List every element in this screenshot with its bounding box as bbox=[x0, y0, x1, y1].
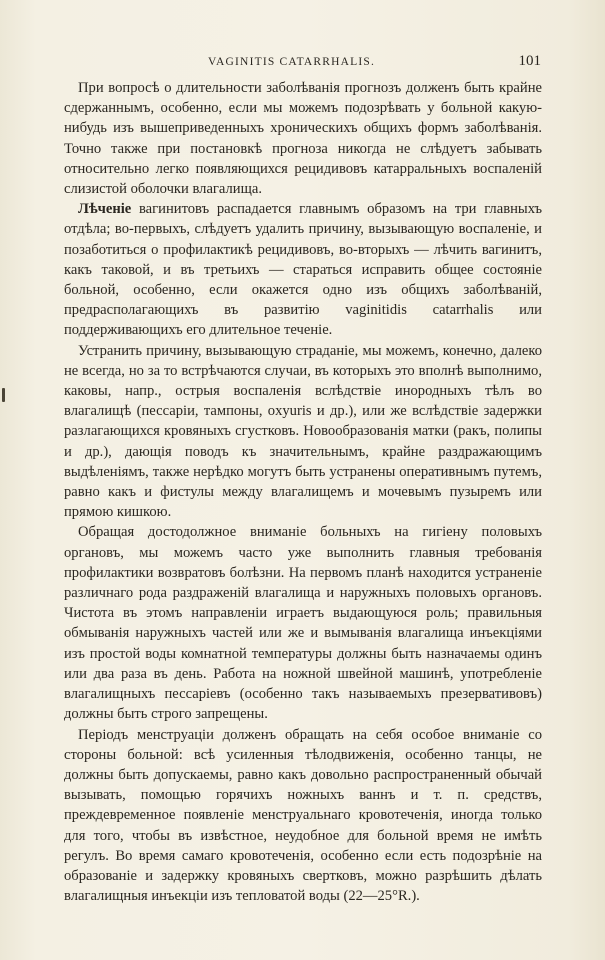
paragraph-text: Обращая достодолжное вниманіе больныхъ на гигіену половыхъ органовъ, мы можемъ часто уже выполнить главныя требованія профилактики возвратовъ болѣзни. На первомъ планѣ находится устраненіе различнаго рода раздраженій влагалища и наружныхъ половыхъ органовъ. Чистота въ этомъ направленіи играетъ выдающуюся роль; правильныя обмыванія наружныхъ частей или же и вымыванія влагалища инъекціями изъ простой воды комнатной температуры должны быть назначаемы одинъ или два раза въ день. Работа на ножной швейной машинѣ, употребленіе влагалищныхъ пессаріевъ (особенно такъ называемыхъ презервативовъ) должны быть строго запрещены. bbox=[64, 524, 542, 723]
running-head bbox=[64, 52, 545, 72]
paragraph-treatment bbox=[64, 199, 542, 340]
paragraph-menstruation bbox=[64, 725, 542, 907]
page-number: 101 bbox=[518, 53, 541, 69]
paragraph-lead-word: Лѣченіе bbox=[78, 201, 132, 218]
paragraph-cause-removal bbox=[64, 341, 542, 523]
paragraph-prognosis bbox=[64, 78, 542, 199]
paragraph-text: Періодъ менструаціи долженъ обращать на себя особое вниманіе со стороны больной: всѣ усиленныя тѣлодвиженія, особенно танцы, не должны быть допускаемы, равно какъ довольно распространенный обычай вызывать, помощью горячихъ ножныхъ ваннъ и т. п. средствъ, преждевременное появленіе менструальнаго кровотеченія, иногда только для того, чтобы въ извѣстное, неудобное для больной время не имѣть регулъ. Во время самаго кровотеченія, особенно если есть подозрѣніе на образованіе и задержку кровяныхъ свертковъ, можно разрѣшить дѣлать влагалищныя инъекціи изъ тепловатой воды (22—25°R.). bbox=[64, 726, 542, 905]
margin-mark bbox=[2, 388, 5, 402]
paragraph-hygiene bbox=[64, 522, 542, 724]
paragraph-text: Устранить причину, вызывающую страданіе, мы можемъ, конечно, далеко не всегда, но за то встрѣчаются случаи, въ которыхъ это вполнѣ выполнимо, каковы, напр., острыя воспаленія вслѣдствіе инородныхъ тѣлъ во влагалищѣ (пессаріи, тампоны, oxyuris и др.), или же вслѣдствіе задержки разлагающихся кровяныхъ сгустковъ. Новообразованія матки (ракъ, полипы и др.), дающія поводъ къ значительнымъ, крайне раздражающимъ выдѣленіямъ, также нерѣдко могутъ быть устранены оперативнымъ путемъ, равно какъ и фистулы между влагалищемъ и мочевымъ пузыремъ или прямою кишкою. bbox=[64, 342, 542, 521]
paragraph-text: При вопросѣ о длительности заболѣванія прогнозъ долженъ быть крайне сдержаннымъ, особенно, если мы можемъ подозрѣвать у больной какую-нибудь изъ вышеприведенныхъ хроническихъ общихъ формъ заболѣванія. Точно также при постановкѣ прогноза никогда не слѣдуетъ забывать относительно легко появляющихся рецидивовъ катарральныхъ воспаленій слизистой оболочки влагалища. bbox=[64, 80, 542, 198]
running-title: VAGINITIS CATARRHALIS. bbox=[208, 56, 376, 68]
paragraph-text: вагинитовъ распадается главнымъ образомъ на три главныхъ отдѣла; во-первыхъ, слѣдуетъ удалить причину, вызывающую воспаленіе, и позаботиться о профилактикѣ рецидивовъ, во-вторыхъ — лѣчить вагинитъ, какъ таковой, и въ третьихъ — стараться исправить общее состояніе больной, особенно, если окажется одно изъ общихъ заболѣваній, предрасполагающихъ въ развитію vaginitidis catarrhalis или поддерживающихъ его длительное теченіе. bbox=[64, 201, 542, 339]
body-text bbox=[64, 78, 542, 906]
